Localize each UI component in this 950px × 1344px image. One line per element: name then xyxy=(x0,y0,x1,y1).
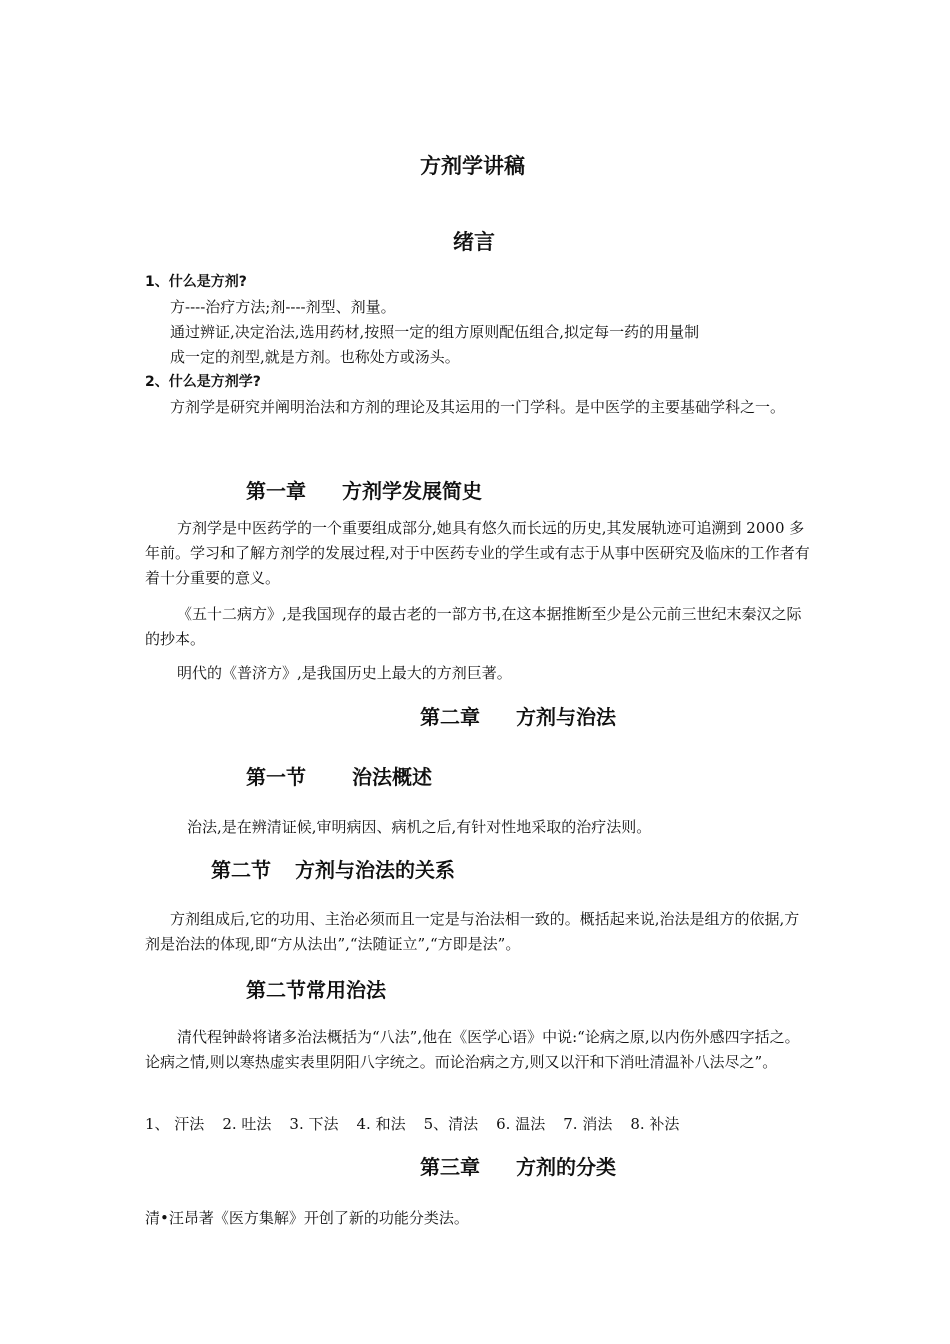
chapter-1-title: 方剂学发展简史 xyxy=(342,479,482,503)
footer-faint-text xyxy=(270,1326,690,1332)
question-2: 2、什么是方剂学? xyxy=(145,374,261,390)
methods-list xyxy=(145,1114,697,1134)
method-item: 8. 补法 xyxy=(630,1115,680,1133)
section-2-text: 方剂组成后,它的功用、主治必须而且一定是与治法相一致的。概括起来说,治法是组方的依据,方剂是治法的体现,即“方从法出”,“法随证立”,“方即是法”。 xyxy=(145,910,800,953)
chapter-1-heading xyxy=(246,481,482,501)
section-2-label: 第二节 xyxy=(211,858,271,882)
method-item: 5、清法 xyxy=(423,1115,479,1133)
chapter-3-text: 清•汪昂著《医方集解》开创了新的功能分类法。 xyxy=(145,1209,469,1227)
chapter-1-paragraph-3: 明代的《普济方》,是我国历史上最大的方剂巨著。 xyxy=(177,664,512,682)
question-2-text: 方剂学是研究并阐明治法和方剂的理论及其运用的一门学科。是中医学的主要基础学科之一。 xyxy=(170,398,786,416)
method-item: 7. 消法 xyxy=(563,1115,613,1133)
section-2-title: 方剂与治法的关系 xyxy=(295,858,455,882)
question-1: 1、什么是方剂? xyxy=(145,274,247,290)
method-item: 1、 汗法 xyxy=(145,1115,205,1133)
question-1-line-2: 通过辨证,决定治法,选用药材,按照一定的组方原则配伍组合,拟定每一药的用量制 xyxy=(170,323,700,341)
chapter-3-heading xyxy=(420,1157,616,1177)
question-1-line-3: 成一定的剂型,就是方剂。也称处方或汤头。 xyxy=(170,348,460,366)
chapter-1-paragraph-2: 《五十二病方》,是我国现存的最古老的一部方书,在这本据推断至少是公元前三世纪末秦汉之际的抄本。 xyxy=(145,605,802,648)
chapter-3-label: 第三章 xyxy=(420,1155,480,1179)
document-title: 方剂学讲稿 xyxy=(420,154,525,178)
intro-heading: 绪言 xyxy=(453,230,495,254)
section-3-text: 清代程钟龄将诸多治法概括为“八法”,他在《医学心语》中说:“论病之原,以内伤外感四字括之。论病之情,则以寒热虚实表里阴阳八字统之。而论治病之方,则又以汗和下消吐清温补八法尽之”。 xyxy=(145,1028,800,1071)
section-1-heading xyxy=(246,767,432,787)
method-item: 3. 下法 xyxy=(289,1115,339,1133)
section-1-label: 第一节 xyxy=(246,765,306,789)
question-1-line-1: 方----治疗方法;剂----剂型、剂量。 xyxy=(170,298,396,316)
method-item: 6. 温法 xyxy=(496,1115,546,1133)
section-1-title: 治法概述 xyxy=(352,765,432,789)
method-item: 2. 吐法 xyxy=(222,1115,272,1133)
chapter-2-heading xyxy=(420,707,616,727)
section-2-heading xyxy=(211,860,455,880)
section-1-text: 治法,是在辨清证候,审明病因、病机之后,有针对性地采取的治疗法则。 xyxy=(187,818,652,836)
section-3-heading: 第二节常用治法 xyxy=(246,978,386,1002)
chapter-2-label: 第二章 xyxy=(420,705,480,729)
chapter-1-paragraph-1: 方剂学是中医药学的一个重要组成部分,她具有悠久而长远的历史,其发展轨迹可追溯到 2000 多年前。学习和了解方剂学的发展过程,对于中医药专业的学生或有志于从事中医研究及临床的工作者有着十分重要的意义。 xyxy=(145,519,810,587)
chapter-2-title: 方剂与治法 xyxy=(516,705,616,729)
chapter-3-title: 方剂的分类 xyxy=(516,1155,616,1179)
chapter-1-label: 第一章 xyxy=(246,479,306,503)
method-item: 4. 和法 xyxy=(356,1115,406,1133)
